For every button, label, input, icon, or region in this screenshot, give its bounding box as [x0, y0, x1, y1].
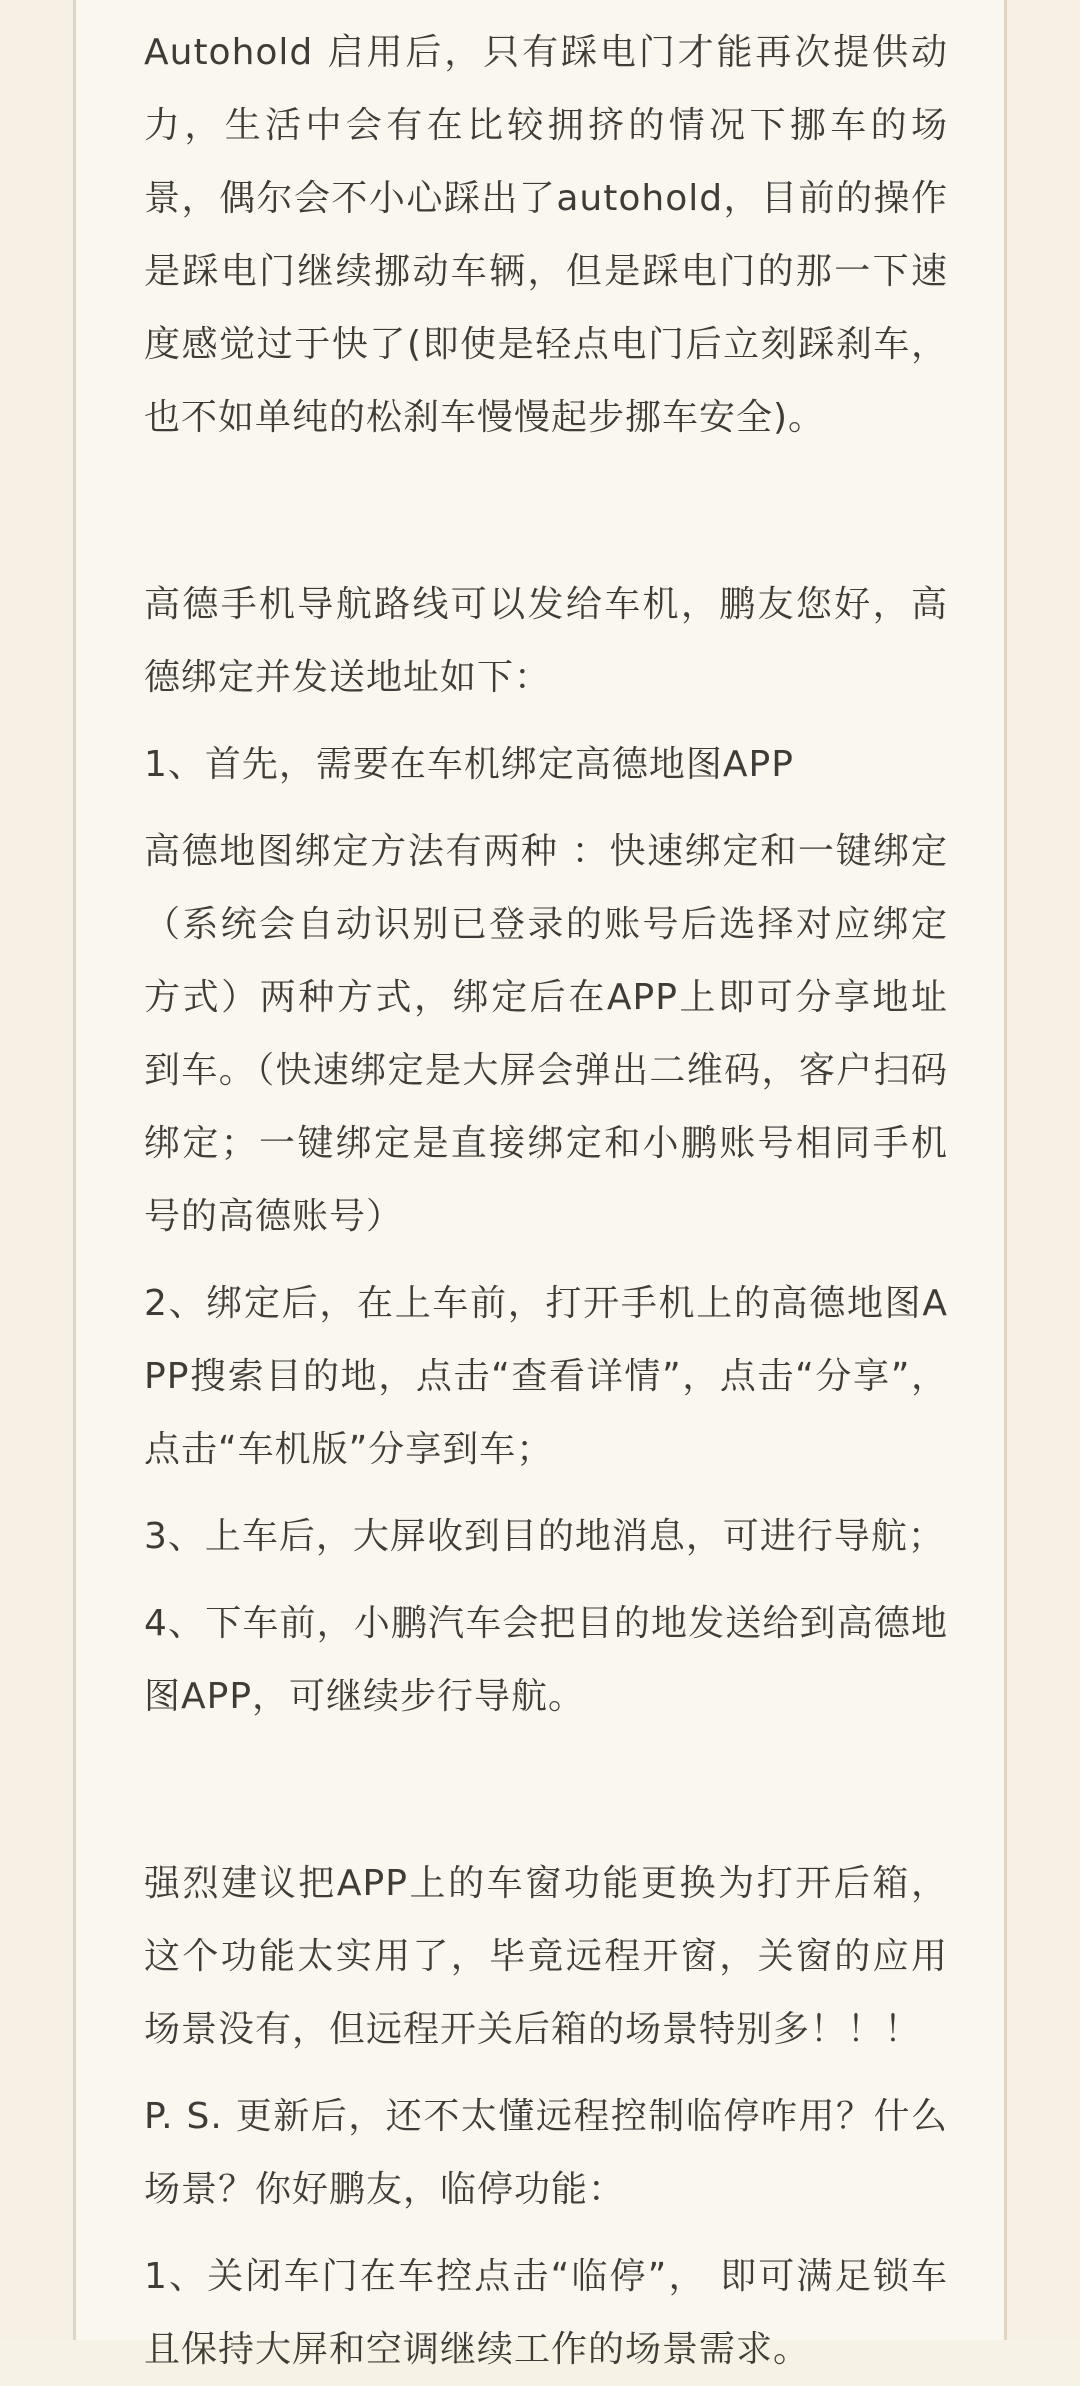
trunk-suggestion-section — [144, 1847, 948, 2386]
article-content — [76, 0, 1004, 2386]
amap-binding-section — [144, 568, 948, 1733]
paragraph: 3、上车后，大屏收到目的地消息，可进行导航； — [144, 1516, 945, 1557]
paragraph: 4、下车前，小鹏汽车会把目的地发送给到高德地图APP，可继续步行导航。 — [144, 1603, 948, 1717]
paragraph: 2、绑定后，在上车前，打开手机上的高德地图APP搜索目的地，点击“查看详情”，点击“分享”，点击“车机版”分享到车； — [144, 1283, 948, 1470]
paragraph: 1、关闭车门在车控点击“临停”， 即可满足锁车且保持大屏和空调继续工作的场景需求。 — [144, 2256, 948, 2370]
paragraph: Autohold 启用后，只有踩电门才能再次提供动力，生活中会有在比较拥挤的情况下挪车的场景，偶尔会不小心踩出了autohold，目前的操作是踩电门继续挪动车辆，但是踩电门的那一下速度感觉过于快了(即使是轻点电门后立刻踩刹车，也不如单纯的松刹车慢慢起步挪车安全)。 — [144, 32, 948, 438]
article-body — [76, 0, 1004, 2370]
autohold-feedback-section — [144, 16, 948, 454]
paragraph: 1、首先，需要在车机绑定高德地图APP — [144, 744, 794, 785]
left-margin-strip — [0, 0, 76, 2340]
section-gap — [144, 468, 948, 568]
section-gap — [144, 1747, 948, 1847]
right-margin-strip — [1004, 0, 1080, 2340]
paragraph: P. S. 更新后，还不太懂远程控制临停咋用？什么场景？你好鹏友，临停功能： — [144, 2096, 948, 2210]
paragraph: 强烈建议把APP上的车窗功能更换为打开后箱，这个功能太实用了，毕竟远程开窗，关窗的应用场景没有，但远程开关后箱的场景特别多！！！ — [144, 1863, 948, 2050]
paragraph: 高德地图绑定方法有两种 ：快速绑定和一键绑定（系统会自动识别已登录的账号后选择对应绑定方式）两种方式，绑定后在APP上即可分享地址到车。（快速绑定是大屏会弹出二维码，客户扫码绑定；一键绑定是直接绑定和小鹏账号相同手机号的高德账号） — [144, 831, 948, 1237]
paragraph: 高德手机导航路线可以发给车机，鹏友您好，高德绑定并发送地址如下： — [144, 584, 948, 698]
